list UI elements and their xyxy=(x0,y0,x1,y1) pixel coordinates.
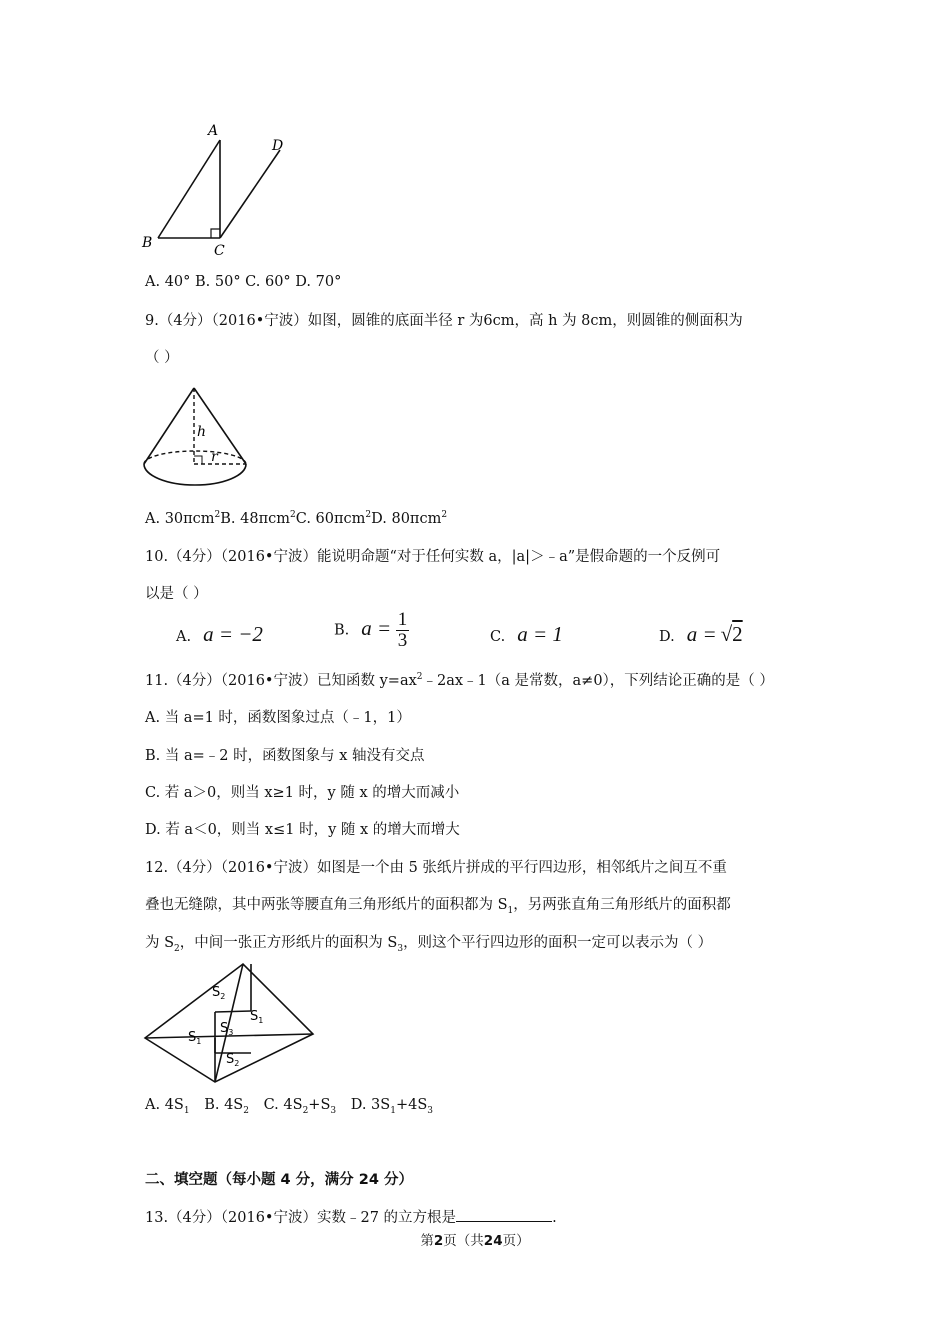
q12-line3-sub1: 2 xyxy=(174,943,180,954)
q12-line3-a: 为 S xyxy=(145,935,175,951)
q12-option-d-sub: 1 xyxy=(390,1105,396,1116)
q10-option-c-label: C. xyxy=(490,629,506,645)
fig12-s1-right-sub: 1 xyxy=(258,1016,264,1025)
q12-option-c-sub: 2 xyxy=(302,1105,309,1116)
footer-mid: 页（共 xyxy=(443,1233,484,1249)
q10-option-b-fraction xyxy=(396,610,410,651)
fig9-label-r: r xyxy=(211,449,218,465)
section-heading: 二、填空题（每小题 4 分，满分 24 分） xyxy=(145,1172,413,1188)
q10-option-a xyxy=(176,622,263,647)
q11-option-b: B. 当 a=﹣2 时，函数图象与 x 轴没有交点 xyxy=(145,748,425,764)
q9-unit-c: cm xyxy=(343,511,366,527)
fig8-label-d: D xyxy=(272,138,284,154)
q9-exp-b: 2 xyxy=(290,510,296,521)
q9-exp-d: 2 xyxy=(441,510,448,521)
q12-option-a: A. 4S xyxy=(145,1097,184,1113)
q12-option-b: B. 4S xyxy=(204,1097,244,1113)
q9-options xyxy=(145,509,447,529)
q9-exp-c: 2 xyxy=(365,510,372,521)
fig12-s3-sub: 3 xyxy=(228,1028,234,1037)
sqrt-icon: √ xyxy=(720,622,733,646)
q12-options xyxy=(145,1095,433,1115)
fig12-s2-bottom xyxy=(226,1052,239,1068)
q12-stem-line3 xyxy=(145,933,712,953)
q13-stem xyxy=(145,1207,557,1228)
q9-option-a: A. 30π xyxy=(145,511,193,527)
q9-unit-a: cm xyxy=(192,511,215,527)
q12-line3-c: ，则这个平行四边形的面积一定可以表示为（ ） xyxy=(403,935,713,951)
q10-option-a-math: a = −2 xyxy=(203,622,263,646)
q13-answer-blank xyxy=(456,1207,552,1222)
q8-options: A. 40° B. 50° C. 60° D. 70° xyxy=(145,274,342,290)
q10-stem-line2: 以是（ ） xyxy=(145,586,208,602)
q10-option-b-label: B. xyxy=(334,622,350,639)
q12-option-c-sub2: 3 xyxy=(330,1105,337,1116)
q9-unit-b: cm xyxy=(268,511,291,527)
q9-option-d: D. 80π xyxy=(371,511,420,527)
fig8-label-a: A xyxy=(208,123,219,139)
q9-unit-d: cm xyxy=(419,511,442,527)
q9-stem-line2: （ ） xyxy=(145,350,179,366)
fig12-s1-right-text: S xyxy=(250,1009,259,1024)
q11-option-a: A. 当 a=1 时，函数图象过点（﹣1，1） xyxy=(145,710,411,726)
q12-line3-sub2: 3 xyxy=(397,943,404,954)
q10-option-d-var: a = xyxy=(686,622,717,646)
q12-line2-pre: 叠也无缝隙，其中两张等腰直角三角形纸片的面积都为 S xyxy=(145,897,508,913)
fraction-numerator: 1 xyxy=(397,609,408,630)
q13-end: . xyxy=(552,1210,557,1226)
q12-stem-line1: 12.（4分）（2016•宁波）如图是一个由 5 张纸片拼成的平行四边形，相邻纸片之间互不重 xyxy=(145,860,727,876)
fig12-s1-left xyxy=(188,1030,201,1046)
figure-q9-cone xyxy=(140,384,252,494)
q10-option-d xyxy=(659,622,743,647)
q13-text: 13.（4分）（2016•宁波）实数﹣27 的立方根是 xyxy=(145,1210,457,1226)
q10-stem-line1: 10.（4分）（2016•宁波）能说明命题“对于任何实数 a，|a|＞﹣a”是假命题的一个反例可 xyxy=(145,549,721,565)
q9-option-b: B. 48π xyxy=(220,511,269,527)
q12-option-d: D. 3S xyxy=(350,1097,391,1113)
q9-stem-line1: 9.（4分）（2016•宁波）如图，圆锥的底面半径 r 为6cm，高 h 为 8cm，则圆锥的侧面积为 xyxy=(145,313,743,329)
q9-option-c: C. 60π xyxy=(295,511,344,527)
figure-q12-parallelogram xyxy=(140,962,318,1084)
q10-option-c xyxy=(490,622,563,647)
q12-option-c-plus: +S xyxy=(308,1097,331,1113)
fig12-s1-left-text: S xyxy=(188,1030,197,1045)
fig8-label-c: C xyxy=(214,243,225,259)
q12-line3-b: ，中间一张正方形纸片的面积为 S xyxy=(179,935,398,951)
q10-option-d-label: D. xyxy=(659,629,675,645)
fig9-label-h: h xyxy=(197,424,207,440)
q11-stem-pre: 11.（4分）（2016•宁波）已知函数 y=ax xyxy=(145,673,417,689)
fig12-s2-bottom-text: S xyxy=(226,1052,235,1067)
q11-stem-post: ﹣2ax﹣1（a 是常数，a≠0），下列结论正确的是（ ） xyxy=(422,673,774,689)
figure-q8 xyxy=(140,120,300,260)
footer-post: 页） xyxy=(502,1233,530,1249)
q10-option-d-radicand: 2 xyxy=(732,622,743,646)
fig12-s2-top-text: S xyxy=(212,985,221,1000)
fig12-s2-top-sub: 2 xyxy=(220,992,226,1001)
q10-option-c-math: a = 1 xyxy=(517,622,563,646)
q12-stem-line2 xyxy=(145,895,731,915)
fig12-s2-bottom-sub: 2 xyxy=(234,1059,240,1068)
q11-option-d: D. 若 a＜0，则当 x≤1 时，y 随 x 的增大而增大 xyxy=(145,822,460,838)
footer-page-number: 2 xyxy=(433,1233,444,1249)
q11-stem xyxy=(145,671,774,691)
q12-option-c: C. 4S xyxy=(263,1097,303,1113)
fraction-denominator: 3 xyxy=(397,630,408,651)
q10-option-b-var: a = xyxy=(361,615,392,640)
q9-exp-a: 2 xyxy=(214,510,221,521)
footer-total-pages: 24 xyxy=(483,1233,503,1249)
q12-option-a-sub: 1 xyxy=(183,1105,190,1116)
q12-option-b-sub: 2 xyxy=(243,1105,249,1116)
fig12-s1-left-sub: 1 xyxy=(196,1037,202,1046)
q10-option-a-label: A. xyxy=(176,629,192,645)
fig8-label-b: B xyxy=(142,235,153,251)
q10-option-b xyxy=(334,610,409,651)
page-footer xyxy=(0,1229,950,1249)
q12-line2-post: ，另两张直角三角形纸片的面积都 xyxy=(513,897,731,913)
q12-option-d-sub2: 3 xyxy=(427,1105,434,1116)
fig12-s1-right xyxy=(250,1009,263,1025)
q11-stem-exp: 2 xyxy=(416,672,423,683)
q11-option-c: C. 若 a＞0，则当 x≥1 时，y 随 x 的增大而减小 xyxy=(145,785,460,801)
fig12-s3-text: S xyxy=(220,1021,229,1036)
footer-pre: 第 xyxy=(420,1233,434,1249)
fig12-s2-top xyxy=(212,985,225,1001)
q12-option-d-plus: +4S xyxy=(395,1097,428,1113)
fig12-s3 xyxy=(220,1021,233,1037)
q12-line2-sub: 1 xyxy=(507,905,514,916)
